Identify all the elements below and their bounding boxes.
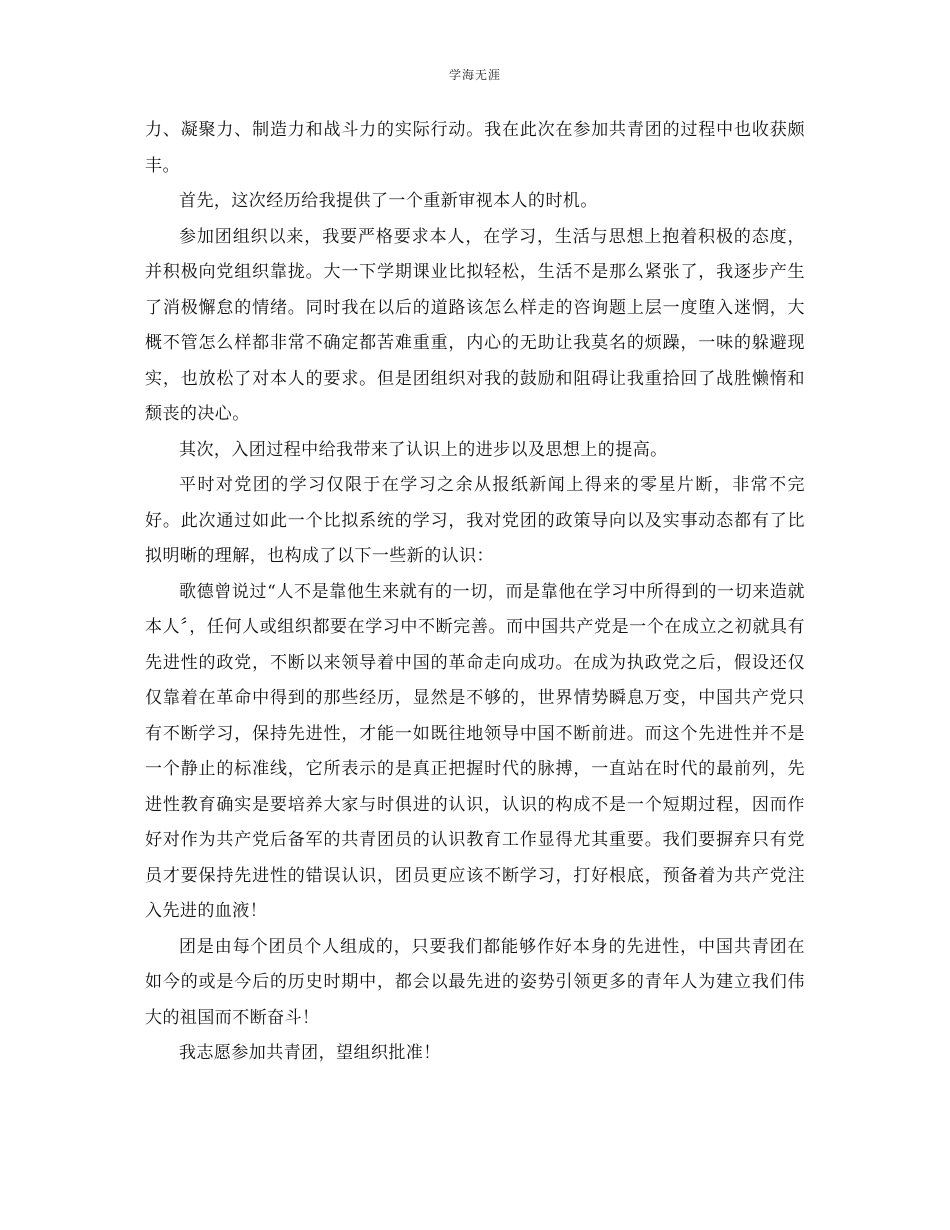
paragraph-first-point: 首先，这次经历给我提供了一个重新审视本人的时机。 [179, 191, 598, 211]
document-body [145, 113, 805, 1072]
paragraph: 平时对党团的学习仅限于在学习之余从报纸新闻上得来的零星片断，非常不完好。此次通过如此一个比拟系统的学习，我对党团的政策导向以及实事动态都有了比拟明晰的理解，也构成了以下一些新的认识： [145, 475, 805, 566]
paragraph-goethe-quote: 歌德曾说过“人不是靠他生来就有的一切，而是靠他在学习中所得到的一切来造就本人〞，任何人或组织都要在学习中不断完善。而中国共产党是一个在成立之初就具有先进性的政党，不断以来领导着中国的革命走向成功。在成为执政党之后，假设还仅仅靠着在革命中得到的那些经历，显然是不够的，世界情势瞬息万变，中国共产党只有不断学习，保持先进性，才能一如既往地领导中国不断前进。而这个先进性并不是一个静止的标准线，它所表示的是真正把握时代的脉搏，一直站在时代的最前列，先进性教育确实是要培养大家与时俱进的认识，认识的构成不是一个短期过程，因而作好对作为共产党后备军的共青团员的认识教育工作显得尤其重要。我们要摒弃只有党员才要保持先进性的错误认识，团员更应该不断学习，打好根底，预备着为共产党注入先进的血液！ [145, 581, 805, 921]
paragraph-closing: 我志愿参加共青团，望组织批准！ [179, 1043, 441, 1063]
paragraph: 团是由每个团员个人组成的，只要我们都能够作好本身的先进性，中国共青团在如今的或是今后的历史时期中，都会以最先进的姿势引领更多的青年人为建立我们伟大的祖国而不断奋斗！ [145, 936, 805, 1028]
paragraph-second-point: 其次，入团过程中给我带来了认识上的进步以及思想上的提高。 [179, 439, 668, 460]
paragraph: 参加团组织以来，我要严格要求本人，在学习，生活与思想上抱着积极的态度，并积极向党组织靠拢。大一下学期课业比拟轻松，生活不是那么紧张了，我逐步产生了消极懈怠的情绪。同时我在以后的道路该怎么样走的咨询题上层一度堕入迷惘，大概不管怎么样都非常不确定都苦难重重，内心的无助让我莫名的烦躁，一味的躲避现实，也放松了对本人的要求。但是团组织对我的鼓励和阻碍让我重拾回了战胜懒惰和颓丧的决心。 [145, 226, 805, 424]
page-header: 学海无涯 [448, 68, 501, 82]
paragraph-continuation: 力、凝聚力、制造力和战斗力的实际行动。我在此次在参加共青团的过程中也收获颇丰。 [145, 120, 805, 176]
